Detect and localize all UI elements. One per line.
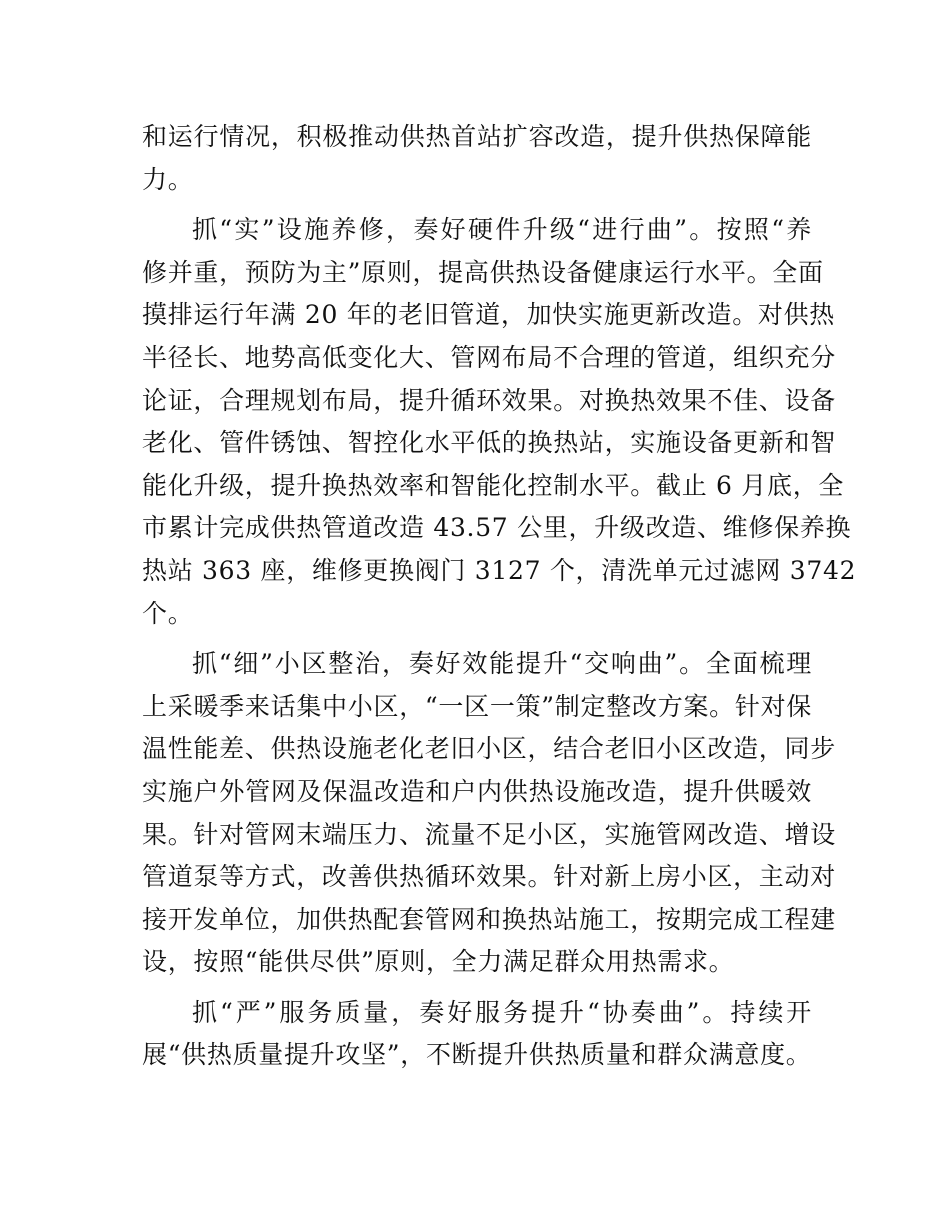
- paragraph-2: [142, 209, 857, 635]
- text-line: 论证，合理规划布局，提升循环效果。对换热效果不佳、设备: [142, 385, 836, 415]
- document-body: [142, 116, 857, 1085]
- text-line: 管道泵等方式，改善供热循环效果。针对新上房小区，主动对: [142, 862, 836, 892]
- text-line: 抓“实”设施养修，奏好硬件升级“进行曲”。按照“养: [192, 215, 812, 245]
- text-line: 摸排运行年满 20 年的老旧管道，加快实施更新改造。对供热: [142, 300, 836, 330]
- paragraph-1: [142, 116, 812, 201]
- text-line: 和运行情况，积极推动供热首站扩容改造，提升供热保障能: [142, 122, 812, 151]
- text-line: 老化、管件锈蚀、智控化水平低的换热站，实施设备更新和智: [142, 428, 836, 458]
- text-line: 抓“严”服务质量，奏好服务提升“协奏曲”。持续开: [192, 997, 812, 1027]
- text-line: 温性能差、供热设施老化老旧小区，结合老旧小区改造，同步: [142, 734, 836, 764]
- text-line: 展“供热质量提升攻坚”，不断提升供热质量和群众满意度。: [142, 1040, 812, 1070]
- text-line: 修并重，预防为主”原则，提高供热设备健康运行水平。全面: [142, 257, 824, 287]
- text-line: 上采暖季来话集中小区，“一区一策”制定整改方案。针对保: [142, 691, 812, 721]
- text-line: 果。针对管网末端压力、流量不足小区，实施管网改造、增设: [142, 819, 836, 849]
- text-line: 能化升级，提升换热效率和智能化控制水平。截止 6 月底，全: [142, 470, 845, 500]
- paragraph-4: [142, 992, 812, 1077]
- text-line: 半径长、地势高低变化大、管网布局不合理的管道，组织充分: [142, 342, 836, 372]
- text-line: 实施户外管网及保温改造和户内供热设施改造，提升供暖效: [142, 776, 812, 806]
- text-line: 抓“细”小区整治，奏好效能提升“交响曲”。全面梳理: [192, 649, 812, 679]
- text-line: 设，按照“能供尽供”原则，全力满足群众用热需求。: [142, 947, 735, 977]
- text-line: 市累计完成供热管道改造 43.57 公里，升级改造、维修保养换: [142, 513, 852, 543]
- text-line: 个。: [142, 598, 194, 628]
- text-line: 力。: [142, 164, 194, 194]
- text-line: 热站 363 座，维修更换阀门 3127 个，清洗单元过滤网 3742: [142, 555, 857, 585]
- text-line: 接开发单位，加供热配套管网和换热站施工，按期完成工程建: [142, 904, 836, 934]
- paragraph-3: [142, 643, 836, 984]
